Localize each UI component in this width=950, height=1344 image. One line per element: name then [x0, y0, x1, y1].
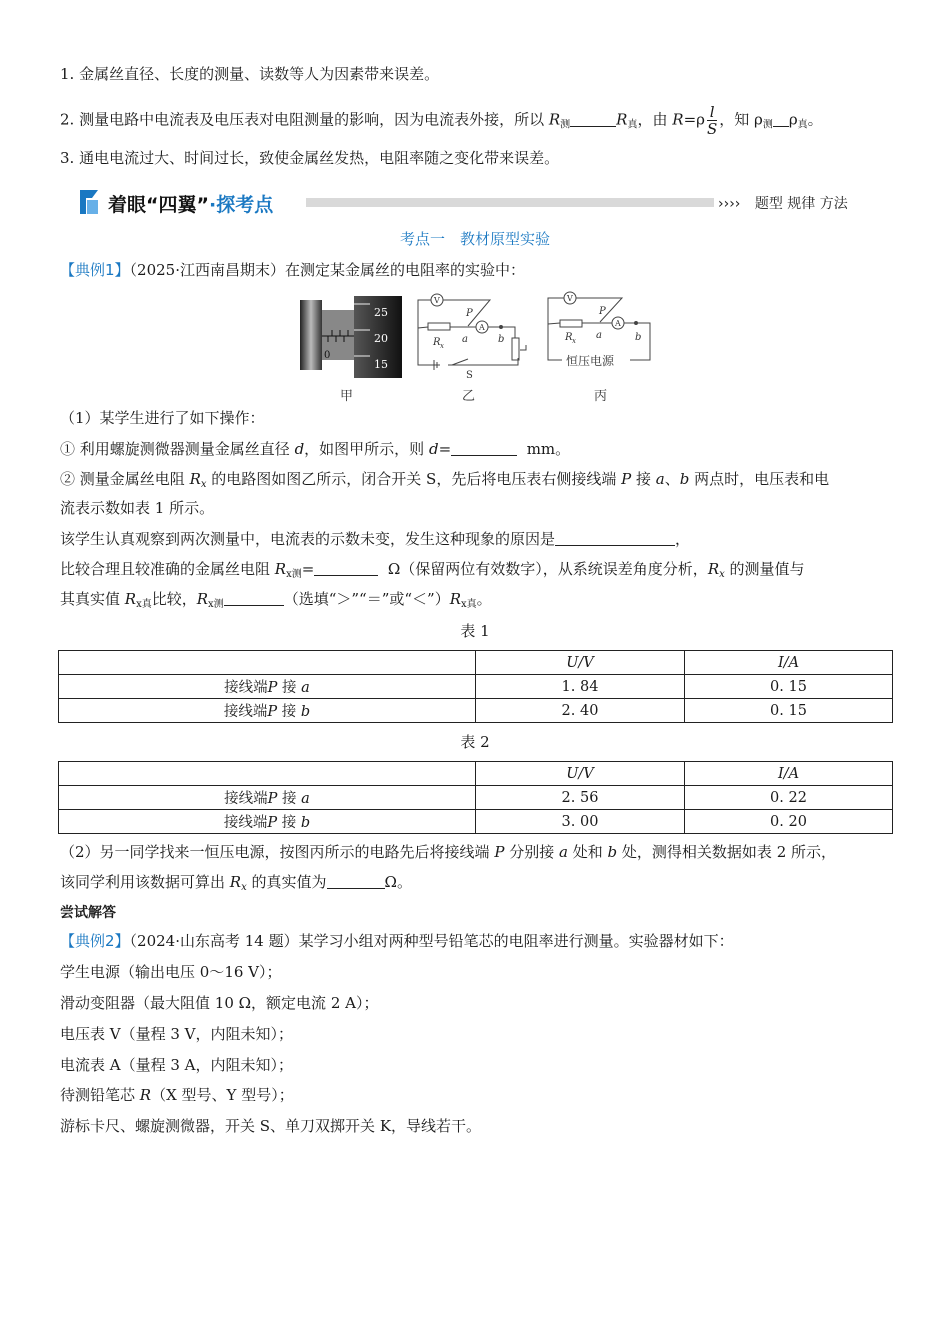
table2-caption: 表 2 — [460, 733, 490, 751]
table-row: 接线端P 接 a 1. 84 0. 15 — [59, 675, 893, 699]
intro-line-1: 1. 金属丝直径、长度的测量、读数等人为因素带来误差。 — [60, 65, 440, 83]
svg-text:a: a — [596, 330, 602, 341]
table-header-row: U/V I/A — [59, 762, 893, 786]
svg-text:A: A — [479, 323, 485, 332]
svg-text:b: b — [635, 332, 642, 343]
question-1-step-2: ② 测量金属丝电阻 $R_x$ 的电路图如图乙所示，闭合开关 S，先后将电压表右侧接线端 P 接 a、b 两点时，电压表和电 — [60, 470, 830, 490]
example2-heading: 【典例2】（2024·山东高考 14 题）某学习小组对两种型号铅笔芯的电阻率进行测量。实验器材如下： — [60, 932, 734, 950]
question-1-compare: 其真实值 $R_{x真}$比较，$R_{x测}$ （选填“＞”“＝”或“$<”)R_{x真}$。 — [60, 590, 492, 610]
svg-text:R: R — [433, 337, 441, 348]
intro-line-2: 2. 测量电路中电流表及电压表对电阻测量的影响，因为电流表外接，所以 $R_测$ $R_真$，由 R=ρ $\frac{l}{S}$ ，知 $\rho_测$ $\rho_真$。 — [60, 103, 823, 138]
figure-label-yi: 乙 — [462, 389, 476, 404]
svg-text:V: V — [567, 294, 573, 303]
svg-text:x: x — [440, 342, 444, 350]
question-2: （2）另一同学找来一恒压电源，按图丙所示的电路先后将接线端 P 分别接 a 处和 b 处，测得相关数据如表 2 所示， — [60, 843, 837, 861]
formula-fraction: $\frac{l}{S}$ — [706, 103, 718, 138]
table-row: 接线端P 接 a 2. 56 0. 22 — [59, 786, 893, 810]
table1 — [58, 650, 893, 723]
svg-text:20: 20 — [374, 332, 388, 345]
svg-text:b: b — [498, 334, 505, 345]
list-item: 待测铅笔芯 R（X 型号、Y 型号）； — [60, 1086, 294, 1104]
question-1-step-1: ① 利用螺旋测微器测量金属丝直径 d，如图甲所示，则 d= mm。 — [60, 440, 571, 458]
try-answer-heading: 尝试解答 — [60, 905, 116, 921]
question-1: （1）某学生进行了如下操作： — [60, 409, 265, 427]
answer-blank[interactable] — [555, 530, 675, 546]
chevrons-icon: ›››› — [718, 196, 741, 212]
svg-text:S: S — [466, 370, 473, 381]
svg-text:25: 25 — [374, 306, 388, 319]
svg-text:恒压电源: 恒压电源 — [566, 354, 615, 368]
list-item: 学生电源（输出电压 0～16 V）； — [60, 963, 282, 981]
example1-heading: 【典例1】（2025·江西南昌期末）在测定某金属丝的电阻率的实验中： — [60, 261, 526, 279]
banner-tags: 题型 规律 方法 — [754, 196, 848, 212]
svg-text:P: P — [599, 306, 606, 317]
answer-blank[interactable] — [314, 560, 378, 576]
list-item: 游标卡尺、螺旋测微器，开关 S、单刀双掷开关 K，导线若干。 — [60, 1117, 482, 1135]
figure-label-bing: 丙 — [594, 389, 608, 404]
question-1-reason: 该学生认真观察到两次测量中，电流表的示数未变，发生这种现象的原因是 ， — [60, 530, 691, 548]
question-2-answer: 该同学利用该数据可算出 $R_x$ 的真实值为 Ω。 — [60, 873, 412, 893]
answer-blank[interactable] — [773, 111, 789, 127]
example-label: 【典例2】 — [60, 932, 130, 950]
list-item: 滑动变阻器（最大阻值 10 Ω，额定电流 2 A）； — [60, 994, 379, 1012]
svg-text:15: 15 — [374, 358, 388, 371]
table-header-row: U/V I/A — [59, 651, 893, 675]
micrometer-image — [300, 296, 402, 378]
answer-blank[interactable] — [327, 873, 385, 889]
svg-text:P: P — [466, 308, 473, 319]
section-banner: 着眼“四翼”·探考点 ›››› 题型 规律 方法 — [78, 186, 878, 220]
circuit-diagram-yi — [418, 294, 526, 370]
answer-blank[interactable] — [570, 111, 616, 127]
table1-caption: 表 1 — [460, 622, 490, 640]
table-row: 接线端P 接 b 3. 00 0. 20 — [59, 810, 893, 834]
experiment-figures — [290, 290, 660, 410]
list-item: 电压表 V（量程 3 V，内阻未知）； — [60, 1025, 294, 1043]
example-label: 【典例1】 — [60, 261, 130, 279]
question-1-resistance: 比较合理且较准确的金属丝电阻 $R_{x测}= \Omega$（保留两位有效数字），从系统误差角度分析，$R_x$ 的测量值与 — [60, 560, 805, 580]
svg-text:V: V — [434, 296, 440, 305]
answer-blank[interactable] — [224, 590, 284, 606]
table-row: 接线端P 接 b 2. 40 0. 15 — [59, 699, 893, 723]
answer-blank[interactable] — [451, 440, 517, 456]
intro-line-3: 3. 通电电流过大、时间过长，致使金属丝发热，电阻率随之变化带来误差。 — [60, 149, 560, 167]
section-title: 考点一 教材原型实验 — [399, 230, 550, 248]
svg-text:A: A — [615, 319, 621, 328]
figure-label-jia: 甲 — [340, 389, 354, 404]
svg-text:a: a — [462, 334, 468, 345]
svg-text:x: x — [572, 337, 576, 345]
svg-text:0: 0 — [324, 350, 331, 361]
svg-text:R: R — [565, 332, 573, 343]
table2 — [58, 761, 893, 834]
circuit-diagram-bing — [548, 292, 650, 360]
banner-title: 着眼 — [108, 194, 147, 216]
list-item: 电流表 A（量程 3 A，内阻未知）； — [60, 1056, 294, 1074]
